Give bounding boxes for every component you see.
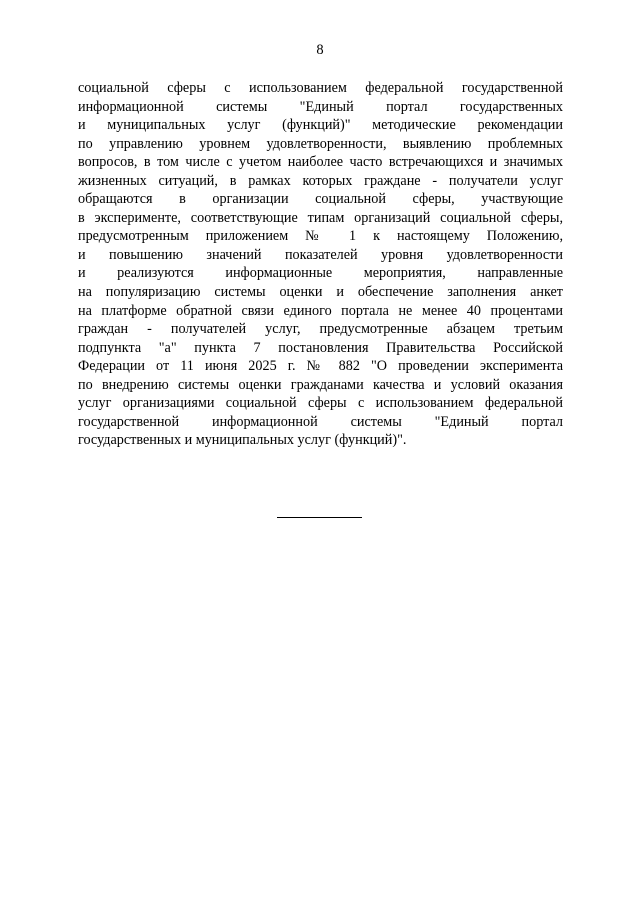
page-number: 8 [316,42,324,58]
text-line: социальной сферы с использованием федеральной государственной [78,80,563,96]
text-line: и повышению значений показателей уровня удовлетворенности [78,246,563,263]
text-line: и муниципальных услуг (функций)" методические рекомендации [78,117,563,134]
text-line: в эксперименте, соответствующие типам организаций социальной сферы, [78,209,563,226]
text-line: обращаются в организации социальной сферы, участвующие [78,191,563,208]
end-separator-line [277,517,362,518]
text-line: государственных и муниципальных услуг (функций)". [78,432,407,449]
text-line: вопросов, в том числе с учетом наиболее часто встречающихся и значимых [78,154,563,171]
text-line: предусмотренным приложением № 1 к настоящему Положению, [78,228,563,245]
text-line: на платформе обратной связи единого портала не менее 40 процентами [78,302,563,319]
text-line: граждан - получателей услуг, предусмотренные абзацем третьим [78,321,563,338]
text-line: на популяризацию системы оценки и обеспечение заполнения анкет [78,284,563,301]
text-line: по управлению уровнем удовлетворенности, выявлению проблемных [78,135,563,152]
text-line: информационной системы "Единый портал государственных [78,98,563,115]
text-line: государственной информационной системы "Единый портал [78,413,563,430]
text-line: по внедрению системы оценки гражданами качества и условий оказания [78,376,563,393]
text-line: подпункта "а" пункта 7 постановления Правительства Российской [78,339,563,356]
text-line: Федерации от 11 июня 2025 г. № 882 "О проведении эксперимента [78,358,563,375]
text-line: и реализуются информационные мероприятия, направленные [78,265,563,282]
text-line: жизненных ситуаций, в рамках которых граждане - получатели услуг [78,172,563,189]
text-line: услуг организациями социальной сферы с использованием федеральной [78,395,563,412]
body-paragraph [78,79,563,450]
